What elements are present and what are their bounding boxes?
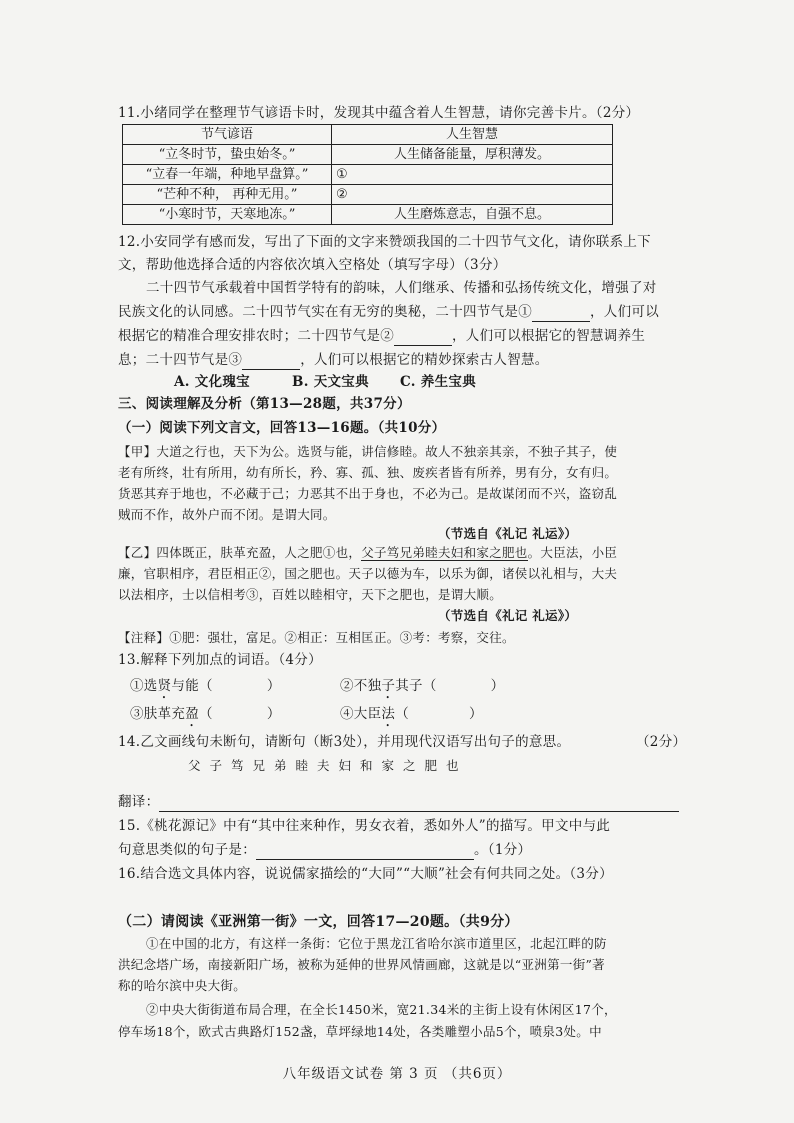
q12-text: 息；二十四节气是③ [118,352,243,368]
yi-line-3: 以法相序，士以信相考③，百姓以睦相守，天下之肥也，是谓大顺。 [118,587,503,602]
passage-line: ②中央大街街道布局合理，在全长1450米，宽21.34米的主街上设有休闲区17个， [146,1002,617,1017]
dotted-word: 子 [381,678,396,694]
table-header-row [123,125,613,145]
translate-label: 翻译： [118,794,160,810]
q13-stem: 13.解释下列加点的词语。（4分） [118,652,322,668]
jia-line: 老有所终，壮有所用，幼有所长，矜、寡、孤、独、废疾者皆有所养，男有分，女有归。 [118,465,618,480]
yi-line-1 [118,543,617,563]
jia-line: 货恶其弃于地也，不必藏于己；力恶其不出于身也，不必为己。是故谋闭而不兴，盗窃乱 [118,486,618,501]
answer-blank-3[interactable] [242,369,300,370]
yi-line-2: 廉，官职相序，君臣相正②，国之肥也。天子以德为车，以乐为御，诸侯以礼相与，大夫 [118,566,618,581]
q12-passage-line3 [118,326,645,346]
q15-line2 [118,840,531,860]
answer-blank-1[interactable] [532,321,590,322]
dotted-word: 贤 [157,678,172,694]
table-row [123,165,613,185]
item-text: （ [199,706,213,722]
q13-item-1 [130,676,281,702]
item-text: ） [490,678,505,694]
item-text: ） [266,678,281,694]
q12-stem-line1: 12.小安同学有感而发，写出了下面的文字来赞颂我国的二十四节气文化，请你联系上下 [118,234,651,250]
subsection-2-heading: （二）请阅读《亚洲第一街》一文，回答17—20题。（共9分） [118,914,519,930]
header-proverb: 节气谚语 [123,125,332,145]
proverb-cell: “小寒时节，天寒地冻。” [123,205,332,225]
q12-text: ，人们可以 [590,304,659,320]
wisdom-answer-cell[interactable]: ② [332,185,613,205]
yi-text: 【乙】四体既正，肤革充盈，人之肥①也， [118,545,362,560]
proverb-table [122,124,613,225]
section-3-heading: 三、阅读理解及分析（第13—28题，共37分） [118,396,411,412]
wisdom-cell: 人生磨炼意志，自强不息。 [332,205,613,225]
q14-score: （2分） [636,734,687,750]
wisdom-cell: 人生储备能量，厚积薄发。 [332,145,613,165]
option-b: B. 天文宝典 [292,374,369,390]
q16-stem: 16.结合选文具体内容，说说儒家描绘的“大同”“大顺”社会有何共同之处。（3分） [118,866,613,882]
header-wisdom: 人生智慧 [332,125,613,145]
page-footer: 八年级语文试卷 第 3 页 （共6页） [282,1066,512,1082]
q14-stem: 14.乙文画线句未断句，请断句（断3处），并用现代汉语写出句子的意思。 [118,734,571,750]
item-text: 与能（ [171,678,213,694]
passage-line: 称的哈尔滨中央大街。 [118,978,247,993]
yi-text: 。大臣法，小臣 [527,545,618,560]
dotted-word: 法 [381,706,396,722]
q12-text: ，人们可以根据它的精妙探索古人智慧。 [300,352,549,368]
proverb-cell: “芒种不种， 再种无用。” [123,185,332,205]
translate-answer-line[interactable] [159,811,679,812]
passage-line: ①在中国的北方，有这样一条街：它位于黑龙江省哈尔滨市道里区，北起江畔的防 [146,936,607,951]
yi-underlined-sentence: 父子笃兄弟睦夫妇和家之肥也 [361,545,528,560]
dotted-word: 盈 [185,706,200,722]
q12-text: ，人们可以根据它的智慧调养生 [452,328,646,344]
jia-line: 【甲】大道之行也，天下为公。选贤与能，讲信修睦。故人不独亲其亲，不独子其子，使 [118,444,618,459]
q15-answer-blank[interactable] [256,859,474,860]
q11-stem: 11.小绪同学在整理节气谚语卡时，发现其中蕴含着人生智慧，请你完善卡片。（2分） [118,105,640,121]
yi-source: （节选自《礼记 礼运》） [438,608,578,623]
answer-blank-2[interactable] [394,345,452,346]
item-text: ） [266,706,281,722]
subsection-1-heading: （一）阅读下列文言文，回答13—16题。（共10分） [118,420,446,436]
wisdom-answer-cell[interactable]: ① [332,165,613,185]
table-row [123,185,613,205]
q13-item-4 [340,704,483,730]
q12-text: 民族文化的认同感。二十四节气实在有无穷的奥秘，二十四节气是① [118,304,532,320]
q12-text: 根据它的精准合理安排农时；二十四节气是② [118,328,394,344]
q14-sentence: 父子笃兄弟睦夫妇和家之肥也 [188,758,468,773]
q12-passage-line2 [118,302,659,322]
q14-translate-row [118,792,679,812]
item-text: 其子（ [395,678,437,694]
annotation-notes: 【注释】①肥：强壮，富足。②相正：互相匡正。③考：考察，交往。 [118,630,515,645]
q12-stem-line2: 文，帮助他选择合适的内容依次填入空格处（填写字母）（3分） [118,257,507,273]
passage-line: 洪纪念塔广场，南接新阳广场，被称为延伸的世界风情画廊，这就是以“亚洲第一街”著 [118,957,605,972]
option-c: C. 养生宝典 [400,374,477,390]
table-row [123,145,613,165]
q13-item-3 [130,704,281,730]
q12-passage-line1: 二十四节气承载着中国哲学特有的韵味，人们继承、传播和弘扬传统文化，增强了对 [146,280,657,296]
item-text: ①选 [130,678,158,694]
q12-passage-line4 [118,350,549,370]
item-text: ④大臣 [340,706,382,722]
q15-text: 句意思类似的句子是： [118,842,256,858]
item-text: ②不独 [340,678,382,694]
jia-line: 贼而不作，故外户而不闭。是谓大同。 [118,507,336,522]
passage-line: 停车场18个，欧式古典路灯152盏，草坪绿地14处，各类雕塑小品5个，喷泉3处。中 [118,1024,602,1039]
proverb-cell: “立冬时节，蛰虫始冬。” [123,145,332,165]
item-text: ③肤革充 [130,706,186,722]
option-a: A. 文化瑰宝 [174,374,250,390]
item-text: ） [469,706,483,722]
proverb-cell: “立春一年端，种地早盘算。” [123,165,332,185]
item-text: （ [395,706,410,722]
jia-source: （节选自《礼记 礼运》） [438,526,578,541]
q13-item-2 [340,676,504,702]
table-row [123,205,613,225]
q15-line1: 15.《桃花源记》中有“其中往来种作，男女衣着，悉如外人”的描写。甲文中与此 [118,818,611,834]
q15-text: 。（1分） [474,842,532,858]
